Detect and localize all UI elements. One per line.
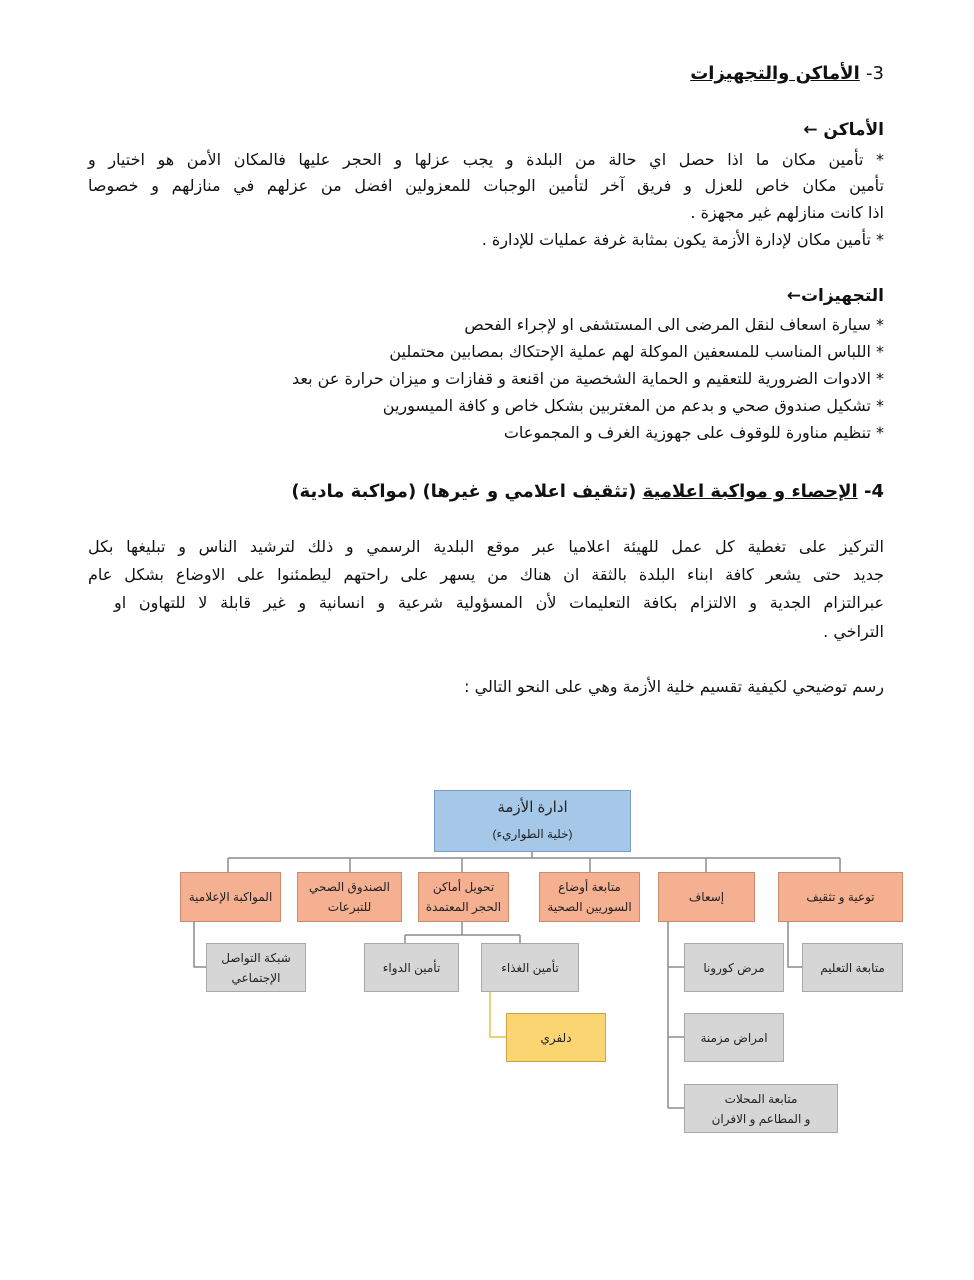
org-child-label: الإجتماعي <box>231 970 281 985</box>
org-child-education <box>802 943 903 992</box>
arrow-left-icon: ← <box>786 286 801 306</box>
places-heading-text: الأماكن <box>823 120 884 140</box>
org-child-social <box>206 943 306 992</box>
places-line: اذا كانت منازلهم غير مجهزة . <box>690 203 884 222</box>
org-child-label: تأمين الدواء <box>382 960 441 975</box>
equipment-heading-text: التجهيزات <box>800 286 884 306</box>
org-branch-awareness <box>778 872 903 922</box>
org-child-food <box>481 943 579 992</box>
org-child-label: متابعة المحلات <box>724 1091 798 1106</box>
org-child-shops <box>684 1084 838 1133</box>
org-branch-label: للتبرعات <box>327 900 372 914</box>
section-3-title: الأماكن والتجهيزات <box>690 63 860 84</box>
equipment-item: * اللباس المناسب للمسعفين الموكلة لهم عملية الإحتكاك بمصابين محتملين <box>389 342 884 361</box>
places-line: * تأمين مكان لإدارة الأزمة يكون بمثابة غرفة عمليات للإدارة . <box>481 230 884 249</box>
org-root-subtitle: (خلية الطواريء) <box>492 827 573 841</box>
paragraph-line: عبرالتزام الجدية و الالتزام بكافة التعليمات لأن المسؤولية شرعية و انسانية و غير قابلة لا للتهاون او <box>114 593 884 612</box>
org-child-label: امراض مزمنة <box>700 1030 768 1045</box>
org-grandchild-label: دلفري <box>540 1030 572 1045</box>
org-grandchild-delivery <box>506 1013 606 1062</box>
equipment-item: * تشكيل صندوق صحي و بدعم من المغتربين بشكل خاص و كافة الميسورين <box>382 396 884 415</box>
org-branch-label: السوريين الصحية <box>547 900 632 914</box>
org-branch-quarantine <box>418 872 509 922</box>
section-3-number: 3- <box>866 63 884 84</box>
org-branch-ambulance <box>658 872 755 922</box>
org-branch-label: الحجر المعتمدة <box>425 900 502 914</box>
org-branch-syrians <box>539 872 640 922</box>
equipment-item: * الادوات الضرورية للتعقيم و الحماية الشخصية من اقنعة و قفازات و ميزان حرارة عن بعد <box>291 369 884 388</box>
org-branch-label: متابعة أوضاع <box>558 880 621 894</box>
org-root <box>434 790 631 852</box>
org-branch-fund <box>297 872 402 922</box>
equipment-item: * تنظيم مناورة للوقوف على جهوزية الغرف و المجموعات <box>503 423 884 442</box>
org-child-label: متابعة التعليم <box>820 960 885 975</box>
org-child-corona <box>684 943 784 992</box>
org-branch-label: إسعاف <box>688 890 725 904</box>
org-child-label: و المطاعم و الافران <box>711 1111 811 1126</box>
arrow-left-icon: ← <box>803 120 818 140</box>
org-branch-label: المواكبة الإعلامية <box>188 890 273 904</box>
org-branch-label: الصندوق الصحي <box>309 880 390 894</box>
paragraph-line: التركيز على تغطية كل عمل للهيئة اعلاميا عبر موقع البلدية الرسمي و ذلك لترشيد الناس و تبليغها بكل <box>88 537 884 556</box>
org-root-title: ادارة الأزمة <box>497 799 568 816</box>
org-child-medicine <box>364 943 459 992</box>
org-branch-label: توعية و تثقيف <box>806 890 875 904</box>
places-line: تأمين مكان خاص للعزل و فريق آخر لتأمين الوجبات للمعزولين افضل من عزلهم في منازلهم و خصوصا <box>88 176 884 195</box>
org-branch-media <box>180 872 281 922</box>
diagram-intro: رسم توضيحي لكيفية تقسيم خلية الأزمة وهي على النحو التالي : <box>464 677 884 696</box>
org-child-chronic <box>684 1013 784 1062</box>
paragraph-line: التراخي . <box>823 622 884 641</box>
org-child-label: شبكة التواصل <box>221 950 291 965</box>
section-4-title-rest: (تثقيف اعلامي و غيرها) (مواكبة مادية) <box>291 481 637 502</box>
org-child-label: تأمين الغذاء <box>501 960 559 975</box>
org-branch-label: تحويل أماكن <box>432 880 495 894</box>
places-line: * تأمين مكان ما اذا حصل اي حالة من البلدة و يجب عزلها و الحجر عليها فالمكان الأمن هو اختيار و <box>88 150 884 169</box>
paragraph-line: جديد حتى يشعر كافة ابناء البلدة بالثقة ان هناك من يسهر على راحتهم ليطمئنوا على الاوضاع بشكل عام <box>88 565 884 584</box>
org-child-label: مرض كورونا <box>703 960 765 975</box>
section-4-number: 4- <box>863 481 884 502</box>
equipment-item: * سيارة اسعاف لنقل المرضى الى المستشفى او لإجراء الفحص <box>464 315 884 334</box>
section-4-title-underlined: الإحصاء و مواكبة اعلامية <box>642 481 858 502</box>
